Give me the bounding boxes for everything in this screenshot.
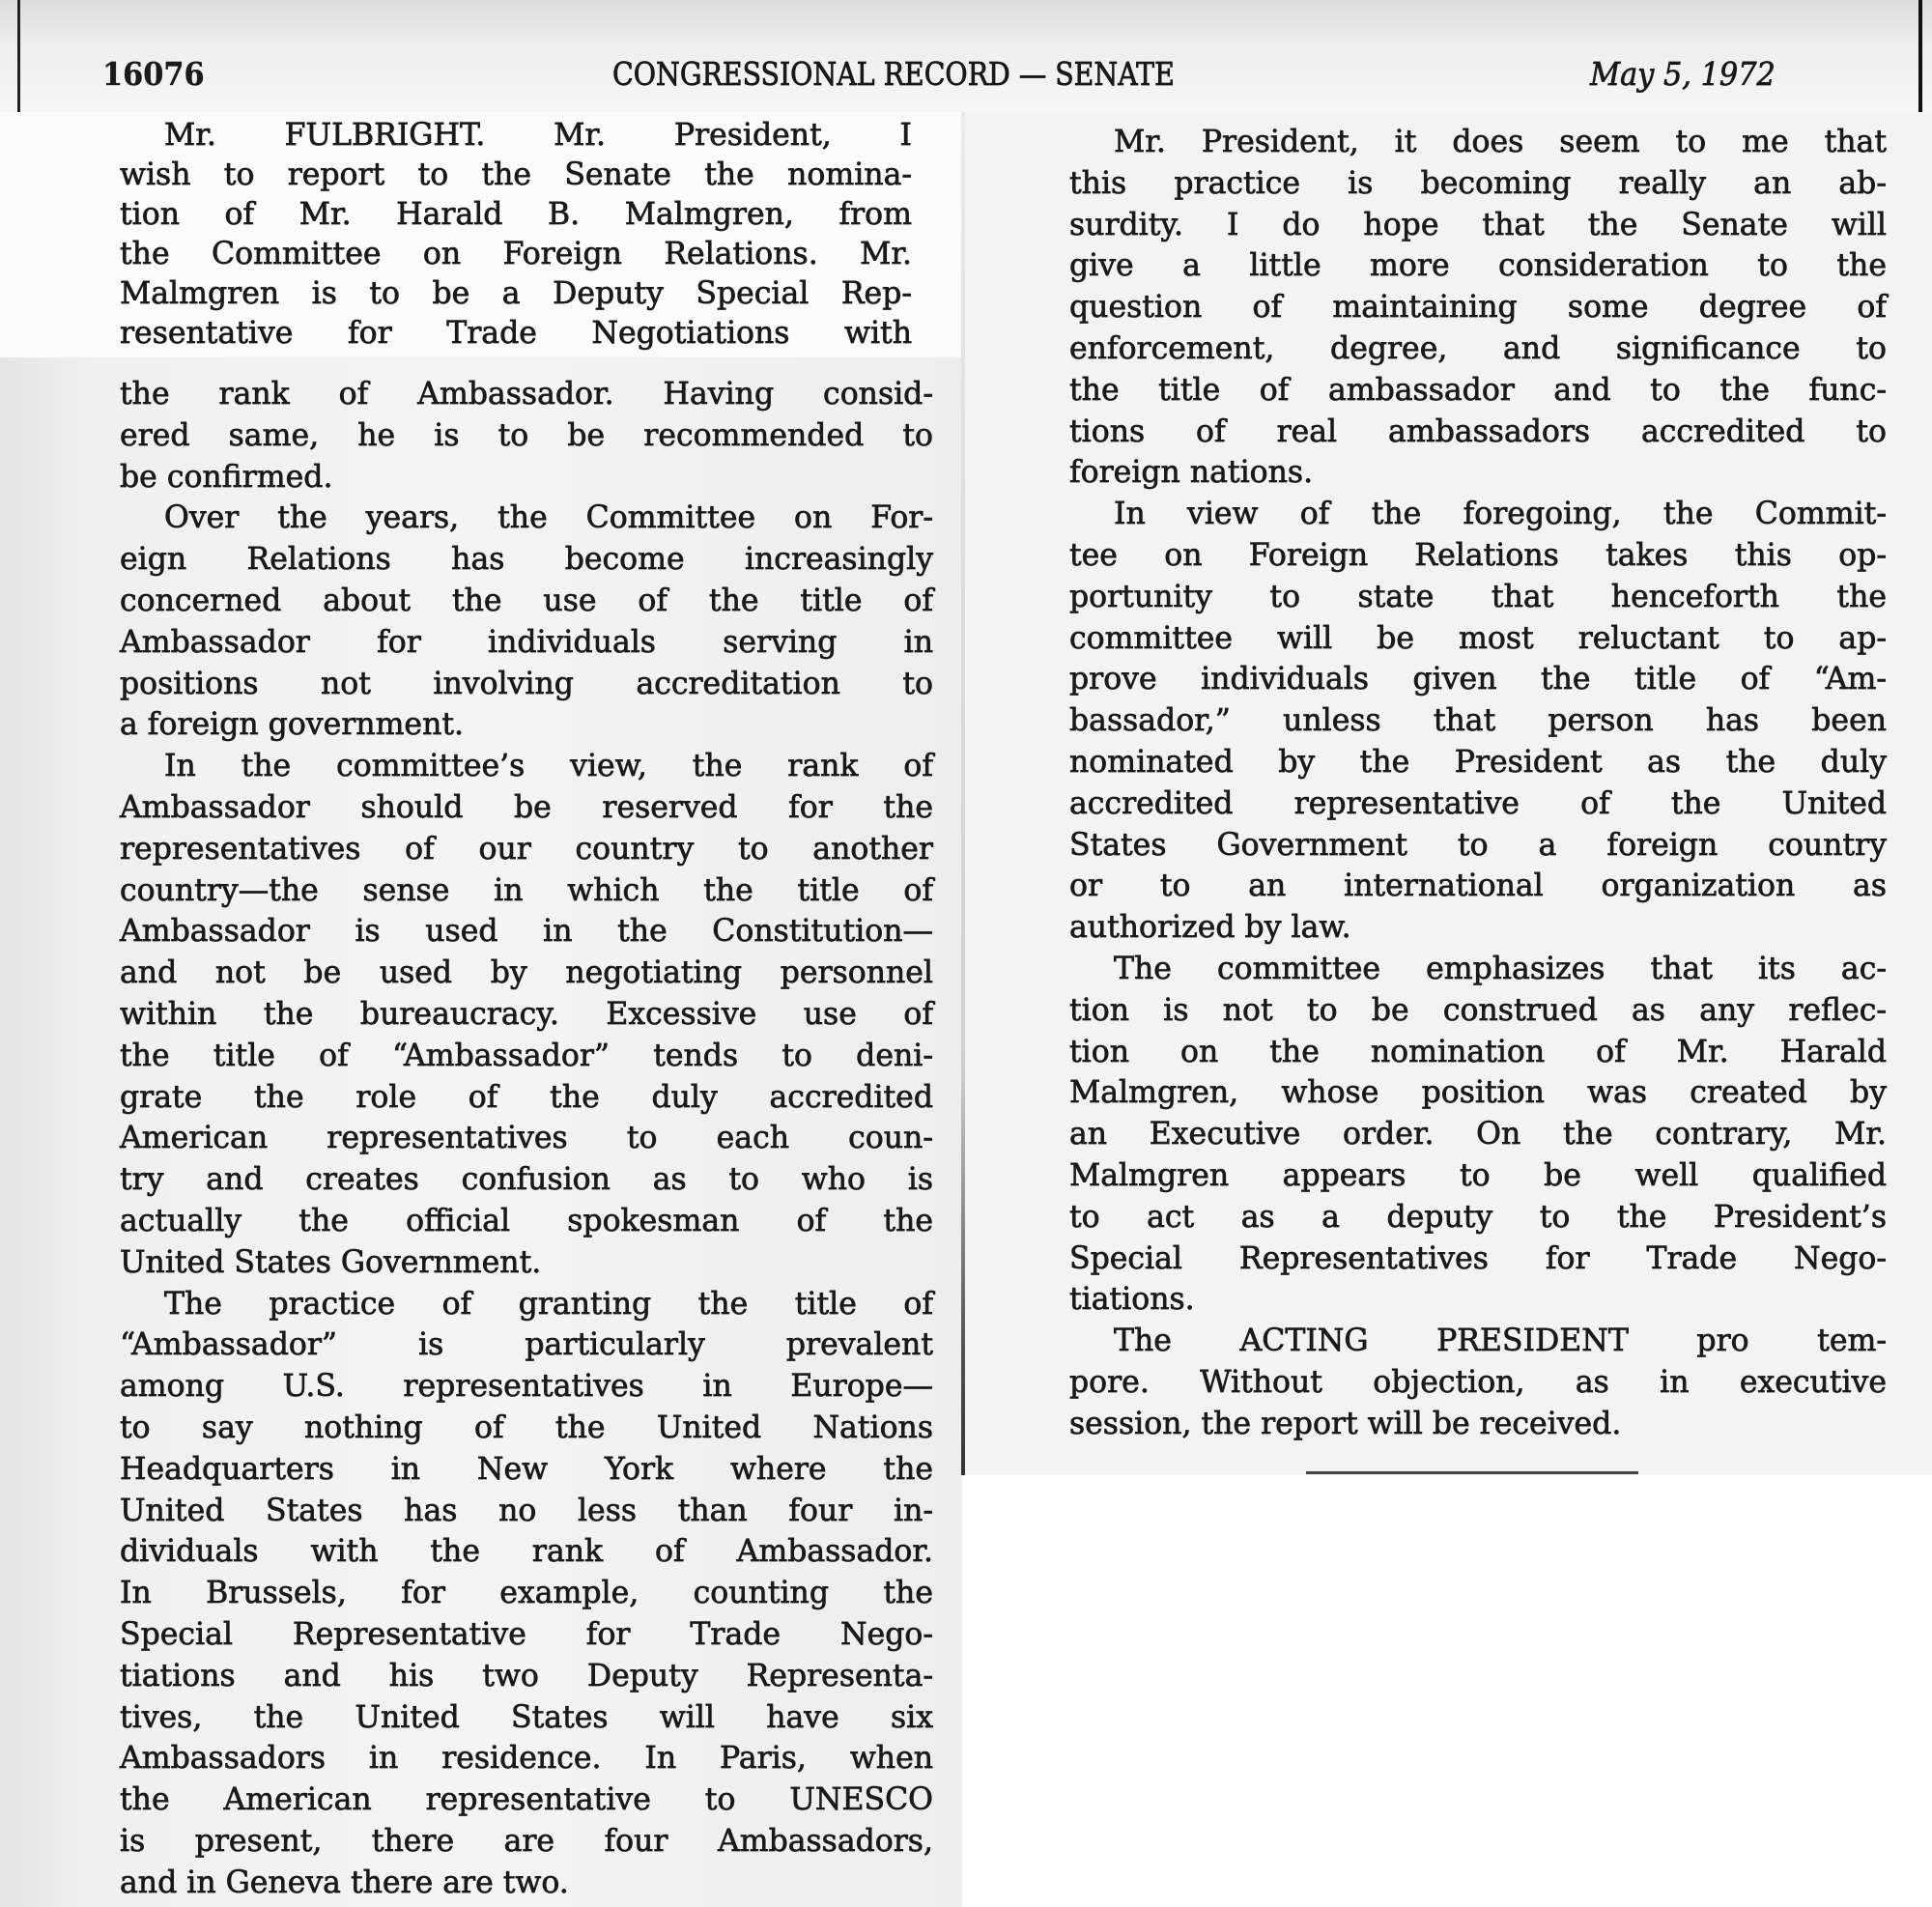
text-line: The ACTING PRESIDENT pro tem- bbox=[1114, 1324, 1887, 1359]
text-line: Special Representative for Trade Nego- bbox=[120, 1616, 933, 1652]
page-header bbox=[0, 0, 1932, 112]
text-line: among U.S. representatives in Europe— bbox=[120, 1369, 933, 1405]
section-rule bbox=[1306, 1471, 1638, 1474]
text-line: wish to report to the Senate the nomina- bbox=[120, 157, 912, 192]
text-line: Headquarters in New York where the bbox=[120, 1451, 933, 1487]
text-line: the rank of Ambassador. Having consid- bbox=[120, 377, 933, 412]
left-border-line bbox=[17, 0, 20, 112]
text-line: foreign nations. bbox=[1069, 455, 1314, 491]
text-line: prove individuals given the title of “Am- bbox=[1069, 662, 1887, 697]
text-line: resentative for Trade Negotiations with bbox=[120, 316, 912, 351]
text-line: accredited representative of the United bbox=[1069, 785, 1887, 821]
left-column-body bbox=[120, 374, 933, 1903]
text-line: In view of the foregoing, the Commit- bbox=[1114, 497, 1887, 532]
text-line: surdity. I do hope that the Senate will bbox=[1069, 207, 1887, 242]
text-line: Malmgren, whose position was created by bbox=[1069, 1075, 1887, 1111]
column-divider bbox=[961, 112, 965, 1475]
text-line: dividuals with the rank of Ambassador. bbox=[120, 1534, 933, 1570]
text-line: The committee emphasizes that its ac- bbox=[1114, 951, 1887, 986]
text-line: the title of ambassador and to the func- bbox=[1069, 372, 1887, 408]
text-line: tee on Foreign Relations takes this op- bbox=[1069, 537, 1887, 573]
text-line: eign Relations has become increasingly bbox=[120, 542, 933, 578]
text-line: and not be used by negotiating personnel bbox=[120, 955, 933, 991]
right-column-body bbox=[1069, 122, 1887, 1445]
text-line: tion is not to be construed as any reflec- bbox=[1069, 992, 1887, 1028]
publication-date: May 5, 1972 bbox=[1590, 55, 1776, 93]
text-line: this practice is becoming really an ab- bbox=[1069, 165, 1887, 201]
paragraph bbox=[1069, 494, 1887, 949]
paragraph bbox=[1069, 949, 1887, 1321]
text-line: tions of real ambassadors accredited to bbox=[1069, 413, 1887, 449]
text-line: committee will be most reluctant to ap- bbox=[1069, 620, 1887, 656]
text-line: United States Government. bbox=[120, 1244, 542, 1280]
text-line: Mr. FULBRIGHT. Mr. President, I bbox=[164, 118, 912, 153]
paragraph bbox=[120, 498, 933, 746]
paragraph bbox=[1069, 1321, 1887, 1444]
text-line: to act as a deputy to the President’s bbox=[1069, 1199, 1887, 1235]
text-line: In the committee’s view, the rank of bbox=[164, 749, 933, 784]
text-line: within the bureaucracy. Excessive use of bbox=[120, 996, 933, 1032]
text-line: a foreign government. bbox=[120, 707, 465, 743]
text-line: tion of Mr. Harald B. Malmgren, from bbox=[120, 197, 912, 232]
text-line: Ambassador for individuals serving in bbox=[120, 624, 933, 660]
text-line: question of maintaining some degree of bbox=[1069, 290, 1887, 326]
text-line: portunity to state that henceforth the bbox=[1069, 579, 1887, 614]
text-line: session, the report will be received. bbox=[1069, 1406, 1622, 1441]
text-line: representatives of our country to another bbox=[120, 831, 933, 867]
text-line: bassador,” unless that person has been bbox=[1069, 703, 1887, 739]
page-number: 16076 bbox=[102, 55, 205, 93]
text-line: tives, the United States will have six bbox=[120, 1699, 933, 1735]
text-line: or to an international organization as bbox=[1069, 868, 1887, 904]
text-line: Ambassador is used in the Constitution— bbox=[120, 914, 933, 950]
text-line: give a little more consideration to the bbox=[1069, 248, 1887, 284]
text-line: “Ambassador” is particularly prevalent bbox=[120, 1327, 933, 1363]
text-line: and in Geneva there are two. bbox=[120, 1864, 569, 1900]
text-line: an Executive order. On the contrary, Mr. bbox=[1069, 1117, 1887, 1153]
text-line: be confirmed. bbox=[120, 459, 333, 495]
text-line: tiations. bbox=[1069, 1282, 1195, 1318]
text-line: American representatives to each coun- bbox=[120, 1121, 933, 1156]
text-line: Malmgren appears to be well qualified bbox=[1069, 1157, 1887, 1193]
text-line: country—the sense in which the title of bbox=[120, 872, 933, 908]
text-line: enforcement, degree, and significance to bbox=[1069, 330, 1887, 366]
text-line: tion on the nomination of Mr. Harald bbox=[1069, 1034, 1887, 1069]
text-line: the American representative to UNESCO bbox=[120, 1782, 933, 1818]
publication-title: CONGRESSIONAL RECORD — SENATE bbox=[612, 55, 1175, 93]
text-line: States Government to a foreign country bbox=[1069, 827, 1887, 863]
text-line: Malmgren is to be a Deputy Special Rep- bbox=[120, 276, 912, 311]
text-line: the title of “Ambassador” tends to deni- bbox=[120, 1038, 933, 1073]
paragraph bbox=[1069, 122, 1887, 494]
paragraph bbox=[120, 746, 933, 1283]
text-line: The practice of granting the title of bbox=[164, 1286, 933, 1322]
text-line: Over the years, the Committee on For- bbox=[164, 500, 933, 536]
text-line: Ambassador should be reserved for the bbox=[120, 789, 933, 825]
paragraph bbox=[120, 1284, 933, 1904]
text-line: ered same, he is to be recommended to bbox=[120, 417, 933, 453]
text-line: Special Representatives for Trade Nego- bbox=[1069, 1240, 1887, 1276]
text-line: try and creates confusion as to who is bbox=[120, 1162, 933, 1198]
text-line: is present, there are four Ambassadors, bbox=[120, 1823, 933, 1859]
paragraph bbox=[120, 374, 933, 498]
text-line: Mr. President, it does seem to me that bbox=[1114, 125, 1887, 159]
text-line: to say nothing of the United Nations bbox=[120, 1409, 933, 1445]
text-line: authorized by law. bbox=[1069, 910, 1351, 946]
paragraph bbox=[120, 116, 912, 354]
text-line: the Committee on Foreign Relations. Mr. bbox=[120, 237, 912, 271]
text-line: concerned about the use of the title of bbox=[120, 583, 933, 618]
text-line: pore. Without objection, as in executive bbox=[1069, 1364, 1887, 1400]
text-line: nominated by the President as the duly bbox=[1069, 744, 1887, 780]
text-line: tiations and his two Deputy Representa- bbox=[120, 1658, 933, 1694]
text-line: In Brussels, for example, counting the bbox=[120, 1576, 933, 1611]
text-line: actually the official spokesman of the bbox=[120, 1203, 933, 1238]
text-line: grate the role of the duly accredited bbox=[120, 1079, 933, 1115]
left-column-top bbox=[120, 116, 912, 354]
text-line: positions not involving accreditation to bbox=[120, 666, 933, 701]
text-line: Ambassadors in residence. In Paris, when bbox=[120, 1741, 933, 1777]
right-border-line bbox=[1918, 0, 1922, 118]
text-line: United States has no less than four in- bbox=[120, 1493, 933, 1528]
